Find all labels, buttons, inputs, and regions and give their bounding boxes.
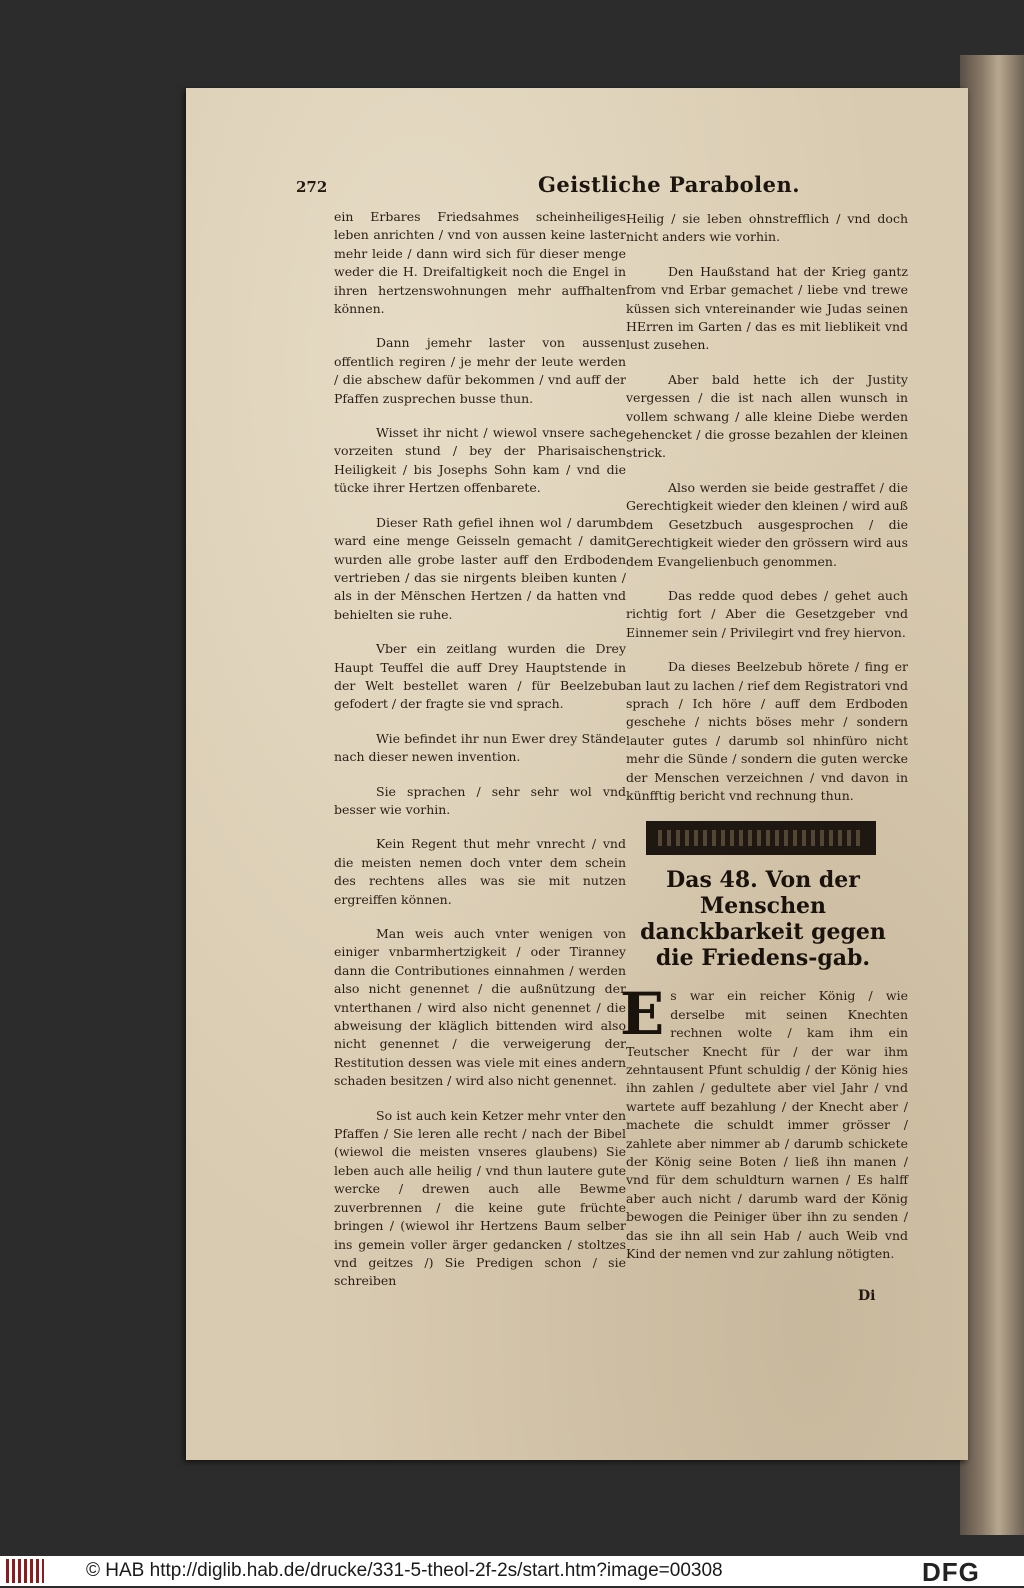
catchword: Di bbox=[858, 1288, 876, 1304]
adjacent-page-edge bbox=[960, 55, 1024, 1535]
running-head: Geistliche Parabolen. bbox=[538, 172, 801, 197]
paragraph: Sie sprachen / sehr sehr wol vnd besser wie vorhin. bbox=[334, 783, 626, 817]
hab-logo-icon bbox=[6, 1559, 44, 1583]
chapter-opening-text: s war ein reicher König / wie derselbe mit seinen Knechten rechnen wolte / kam ihm ein Teutscher Knecht für / der war ihm zehntausent Pfunt schuldig / der König hies ihn zahlen / gedultete aber viel Jahr / vnd wartete auff bezahlung / der Knecht aber / machete die schuldt immer grösser / zahlete aber nimmer ab / darumb schickete der König seine Boten / ließ ihn manen / vnd für dem schuldturn warnen / Es halff aber auch nicht / darumb ward der König bewogen die Peiniger über ihn zu senden / das sie ihn all sein Hab / auch Weib vnd Kind der nemen vnd zur zahlung nötigten. bbox=[626, 988, 908, 1262]
right-column bbox=[620, 210, 908, 1279]
left-column bbox=[334, 208, 626, 1307]
paragraph: Heilig / sie leben ohnstrefflich / vnd doch nicht anders wie vorhin. bbox=[626, 211, 908, 245]
paragraph: Vber ein zeitlang wurden die Drey Haupt Teuffel die auff Drey Hauptstende in der Welt bestellet waren / für Beelzebub gefodert / der fragte sie vnd sprach. bbox=[334, 641, 626, 712]
ornamental-divider bbox=[646, 821, 876, 855]
paragraph: Man weis auch vnter wenigen von einiger vnbarmhertzigkeit / oder Tiranney dann die Contributiones einnahmen / werden also nicht genennet / die außnützung der vnterthanen / wird also nicht genennet / die abweisung der kläglich bittenden wird also nicht genennet / die verweigerung der Restitution dessen was viele mit eines andern schaden besitzen / wird also nicht genennet. bbox=[334, 926, 626, 1089]
copyright-url[interactable]: © HAB http://diglib.hab.de/drucke/331-5-theol-2f-2s/start.htm?image=00308 bbox=[86, 1560, 723, 1581]
paragraph: ein Erbares Friedsahmes scheinheiliges leben anrichten / vnd von aussen keine laster mehr leide / dann wird sich für dieser menge weder die H. Dreifaltigkeit noch die Engel in ihren hertzenswohnungen mehr auffhalten können. bbox=[334, 209, 626, 317]
paragraph: So ist auch kein Ketzer mehr vnter den Pfaffen / Sie leren alle recht / nach der Bibel (wiewol die meisten vnseres glaubens) Sie leben auch alle heilig / vnd thun lautere gute wercke / drewen auch alle Bewme zuverbrennen / die keine gute früchte bringen / (wiewol ihr Hertzens Baum selber ins gemein voller ärger gedancken / stoltzes vnd geitzes /) Sie Predigen schon / sie schreiben bbox=[334, 1107, 626, 1289]
paragraph: Aber bald hette ich der Justity vergessen / die ist nach allen wunsch in vollem schwang / alle kleine Diebe werden gehencket / die grosse bezahlen der kleinen strick. bbox=[626, 371, 908, 461]
page-number: 272 bbox=[296, 178, 328, 196]
paragraph: Den Haußstand hat der Krieg gantz from vnd Erbar gemachet / liebe vnd trewe küssen sich vntereinander wie Judas seinen HErren im Garten / das es mit lieblikeit vnd lust zusehen. bbox=[626, 263, 908, 353]
dfg-logo: DFG bbox=[922, 1557, 980, 1587]
chapter-opening-paragraph bbox=[620, 980, 908, 1263]
paragraph: Wie befindet ihr nun Ewer drey Stände nach dieser newen invention. bbox=[334, 730, 626, 765]
paragraph: Da dieses Beelzebub hörete / fing er an laut zu lachen / rief dem Registratori vnd sprach / Ich höre / auff dem Erdboden geschehe / nichts böses mehr / sondern lauter gutes / darumb sol nhinfüro nicht mehr die Sünde / sondern die guten wercke der Menschen verzeichnen / vnd davon in künfftig bericht vnd rechnung thun. bbox=[626, 659, 908, 803]
drop-cap-initial: E bbox=[620, 980, 665, 1049]
paragraph: Also werden sie beide gestraffet / die Gerechtigkeit wieder den kleinen / wird auß dem Gesetzbuch ausgesprochen / die Gerechtigkeit wieder den grössern wird aus dem Evangelienbuch genommen. bbox=[626, 479, 908, 569]
chapter-title: Das 48. Von der Menschen danckbarkeit gegen die Friedens-gab. bbox=[640, 867, 886, 972]
paragraph: Dieser Rath gefiel ihnen wol / darumb ward eine menge Geisseln gemacht / damit wurden alle grobe laster auff den Erdboden vertrieben / das sie nirgents bleiben kunten / als in der Mënschen Hertzen / da hatten vnd behielten sie ruhe. bbox=[334, 514, 626, 622]
paragraph: Dann jemehr laster von aussen offentlich regiren / je mehr der leute werden / die abschew dafür bekommen / vnd auff der Pfaffen zusprechen busse thun. bbox=[334, 335, 626, 406]
paragraph: Kein Regent thut mehr vnrecht / vnd die meisten nemen doch vnter dem schein des rechtens alles was sie mit nutzen ergreiffen können. bbox=[334, 836, 626, 907]
paragraph: Wisset ihr nicht / wiewol vnsere sache vorzeiten stund / bey der Pharisaischen Heiligkeit / bis Josephs Sohn kam / vnd die tücke ihrer Hertzen offenbarete. bbox=[334, 425, 626, 496]
paragraph: Das redde quod debes / gehet auch richtig fort / Aber die Gesetzgeber vnd Einnemer sein / Privilegirt vnd frey hiervon. bbox=[626, 587, 908, 640]
footer-bar bbox=[0, 1556, 1024, 1586]
